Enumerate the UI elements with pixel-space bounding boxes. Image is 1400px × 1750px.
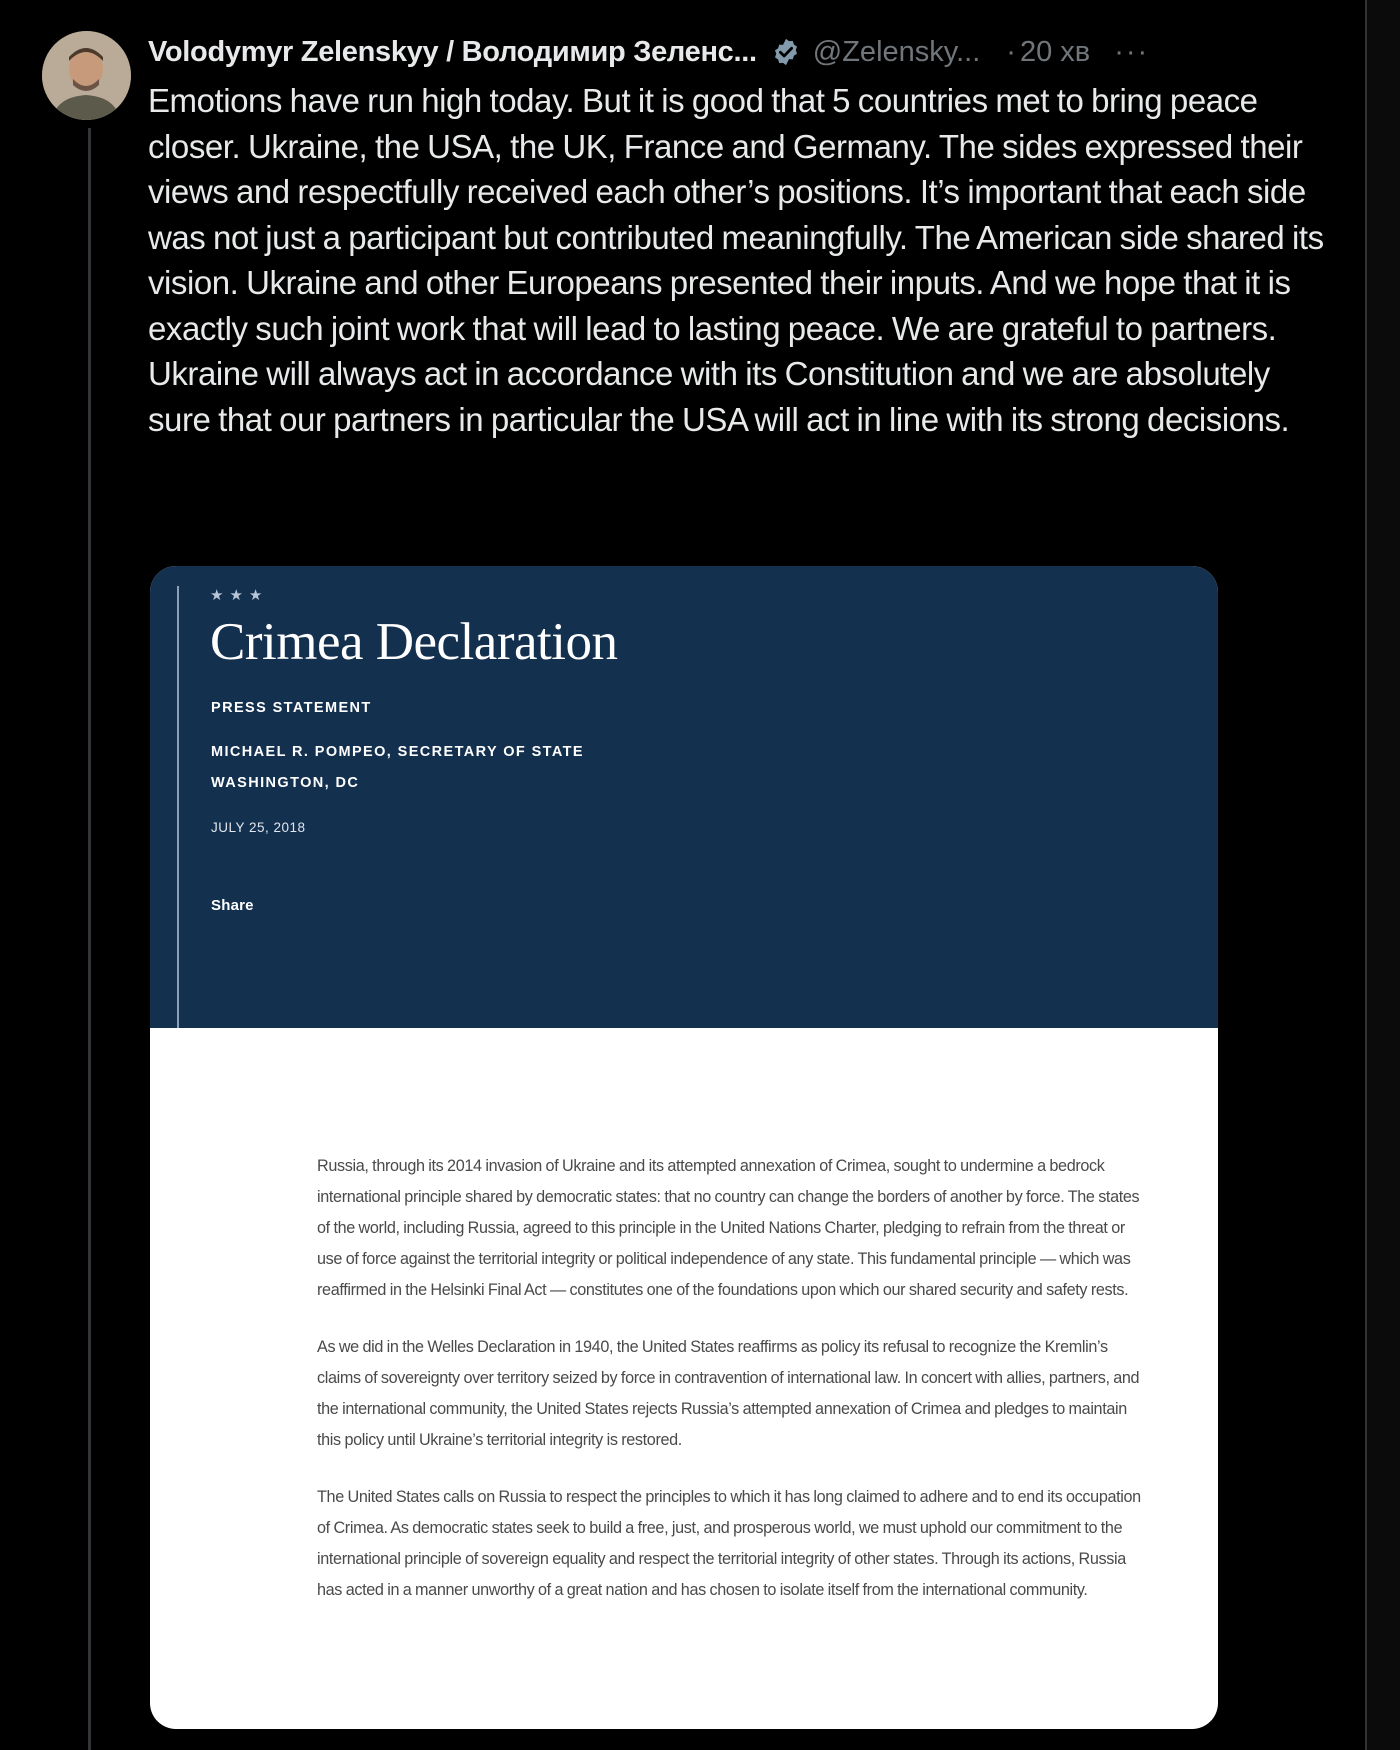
body-paragraph: As we did in the Welles Declaration in 1940, the United States reaffirms as policy its refusal to recognize the Kremlin’s claims of sovereignty over territory seized by force in contravention of international law. In concert with allies, partners, and the international community, the United States rejects Russia’s attempted annexation of Crimea and pledges to maintain this policy until Ukraine’s territorial integrity is restored. bbox=[317, 1338, 1140, 1449]
body-paragraph: Russia, through its 2014 invasion of Ukraine and its attempted annexation of Crimea, sought to undermine a bedrock international principle shared by democratic states: that no country can change the borders of another by force. The states of the world, including Russia, agreed to this principle in the United Nations Charter, pledging to refrain from the threat or use of force against the territorial integrity or political independence of any state. This fundamental principle — which was reaffirmed in the Helsinki Final Act — constitutes one of the foundations upon which our shared security and safety rests. bbox=[317, 1157, 1140, 1299]
post-timestamp[interactable]: 20 хв bbox=[1019, 35, 1091, 68]
document-type: PRESS STATEMENT bbox=[211, 700, 372, 716]
document-title: Crimea Declaration bbox=[210, 613, 618, 671]
stars-decoration: ★★★ bbox=[210, 587, 269, 604]
document-date: JULY 25, 2018 bbox=[211, 820, 306, 835]
thread-connector-line bbox=[88, 128, 91, 1750]
scrollbar-track[interactable] bbox=[1365, 0, 1400, 1750]
user-handle[interactable]: @Zelensky... bbox=[812, 35, 981, 68]
share-link: Share bbox=[211, 897, 254, 914]
avatar[interactable] bbox=[42, 31, 131, 120]
document-body bbox=[317, 1151, 1147, 1632]
separator-dot: · bbox=[1006, 35, 1016, 68]
display-name[interactable]: Volodymyr Zelenskyy / Володимир Зеленс... bbox=[148, 35, 757, 68]
post-text: Emotions have run high today. But it is good that 5 countries met to bring peace closer. Ukraine, the USA, the UK, France and Germany. The sides expressed their views and respectfully received each other’s positions. It’s important that each side was not just a participant but contributed meaningfully. The American side shared its vision. Ukraine and other Europeans presented their inputs. And we hope that it is exactly such joint work that will lead to lasting peace. We are grateful to partners. Ukraine will always act in accordance with its Constitution and we are absolutely sure that our partners in particular the USA will act in line with its strong decisions. bbox=[148, 82, 1324, 438]
document-author: MICHAEL R. POMPEO, SECRETARY OF STATE bbox=[211, 744, 584, 760]
body-paragraph: The United States calls on Russia to respect the principles to which it has long claimed to adhere and to end its occupation of Crimea. As democratic states seek to build a free, just, and prosperous world, we must uphold our commitment to the international principle of sovereign equality and respect the territorial integrity of other states. Through its actions, Russia has acted in a manner unworthy of a great nation and has chosen to isolate itself from the international community. bbox=[317, 1488, 1141, 1599]
post-header bbox=[148, 30, 1328, 74]
attached-image-card[interactable] bbox=[150, 566, 1218, 1729]
header-divider bbox=[177, 586, 179, 1028]
document-header-panel bbox=[150, 566, 1218, 1028]
verified-badge-icon[interactable] bbox=[771, 37, 801, 67]
document-location: WASHINGTON, DC bbox=[211, 775, 360, 791]
more-options-icon[interactable]: ··· bbox=[1114, 35, 1150, 68]
avatar-photo-icon bbox=[42, 31, 131, 120]
